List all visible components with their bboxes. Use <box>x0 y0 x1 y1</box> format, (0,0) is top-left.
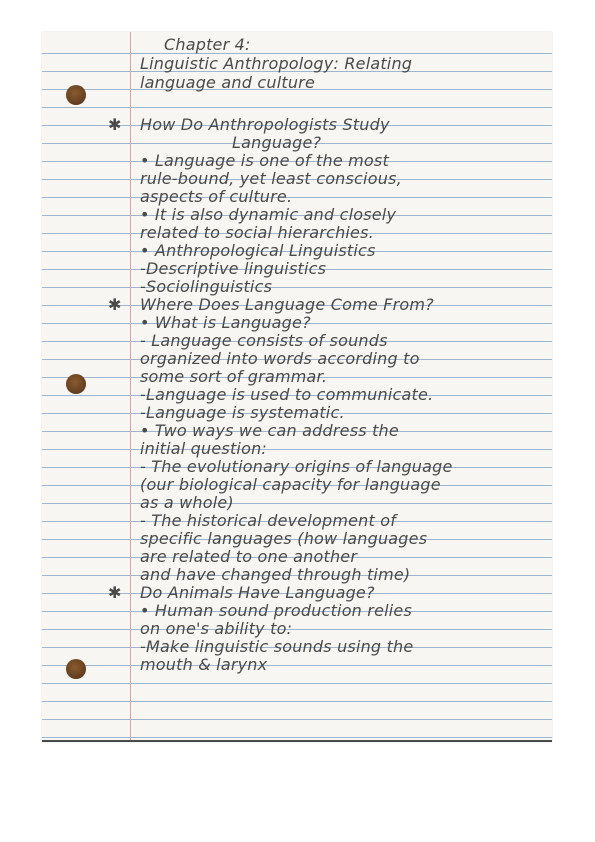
note-line: are related to one another <box>140 547 358 566</box>
note-line: - The evolutionary origins of language <box>140 457 453 476</box>
note-line: • Anthropological Linguistics <box>140 241 376 260</box>
note-line: -Sociolinguistics <box>140 277 273 296</box>
section-heading: Language? <box>232 133 322 152</box>
margin-line <box>130 32 131 740</box>
chapter-title: Chapter 4: <box>164 35 251 54</box>
note-line: and have changed through time) <box>140 565 411 584</box>
notebook-page <box>42 32 552 742</box>
note-line: -Descriptive linguistics <box>140 259 327 278</box>
binder-hole <box>66 85 86 105</box>
note-line: related to social hierarchies. <box>140 223 374 242</box>
note-line: on one's ability to: <box>140 619 293 638</box>
note-line: • It is also dynamic and closely <box>140 205 397 224</box>
note-line: -Language is used to communicate. <box>140 385 434 404</box>
note-line: -Make linguistic sounds using the <box>140 637 414 656</box>
chapter-subtitle: language and culture <box>140 73 315 92</box>
note-line: as a whole) <box>140 493 234 512</box>
binder-hole <box>66 374 86 394</box>
star-mark: ✱ <box>108 295 122 314</box>
note-line: (our biological capacity for language <box>140 475 441 494</box>
note-line: • Language is one of the most <box>140 151 389 170</box>
note-line: - The historical development of <box>140 511 397 530</box>
star-mark: ✱ <box>108 115 122 134</box>
note-line: organized into words according to <box>140 349 420 368</box>
note-line: initial question: <box>140 439 268 458</box>
section-heading: How Do Anthropologists Study <box>140 115 390 134</box>
note-line: some sort of grammar. <box>140 367 328 386</box>
chapter-subtitle: Linguistic Anthropology: Relating <box>140 54 413 73</box>
note-line: specific languages (how languages <box>140 529 428 548</box>
note-line: • What is Language? <box>140 313 311 332</box>
binder-hole <box>66 659 86 679</box>
note-line: aspects of culture. <box>140 187 293 206</box>
note-line: -Language is systematic. <box>140 403 345 422</box>
star-mark: ✱ <box>108 583 122 602</box>
section-heading: Where Does Language Come From? <box>140 295 434 314</box>
note-line: mouth & larynx <box>140 655 268 674</box>
note-line: • Human sound production relies <box>140 601 413 620</box>
note-line: - Language consists of sounds <box>140 331 388 350</box>
section-heading: Do Animals Have Language? <box>140 583 375 602</box>
note-line: • Two ways we can address the <box>140 421 399 440</box>
note-line: rule-bound, yet least conscious, <box>140 169 402 188</box>
